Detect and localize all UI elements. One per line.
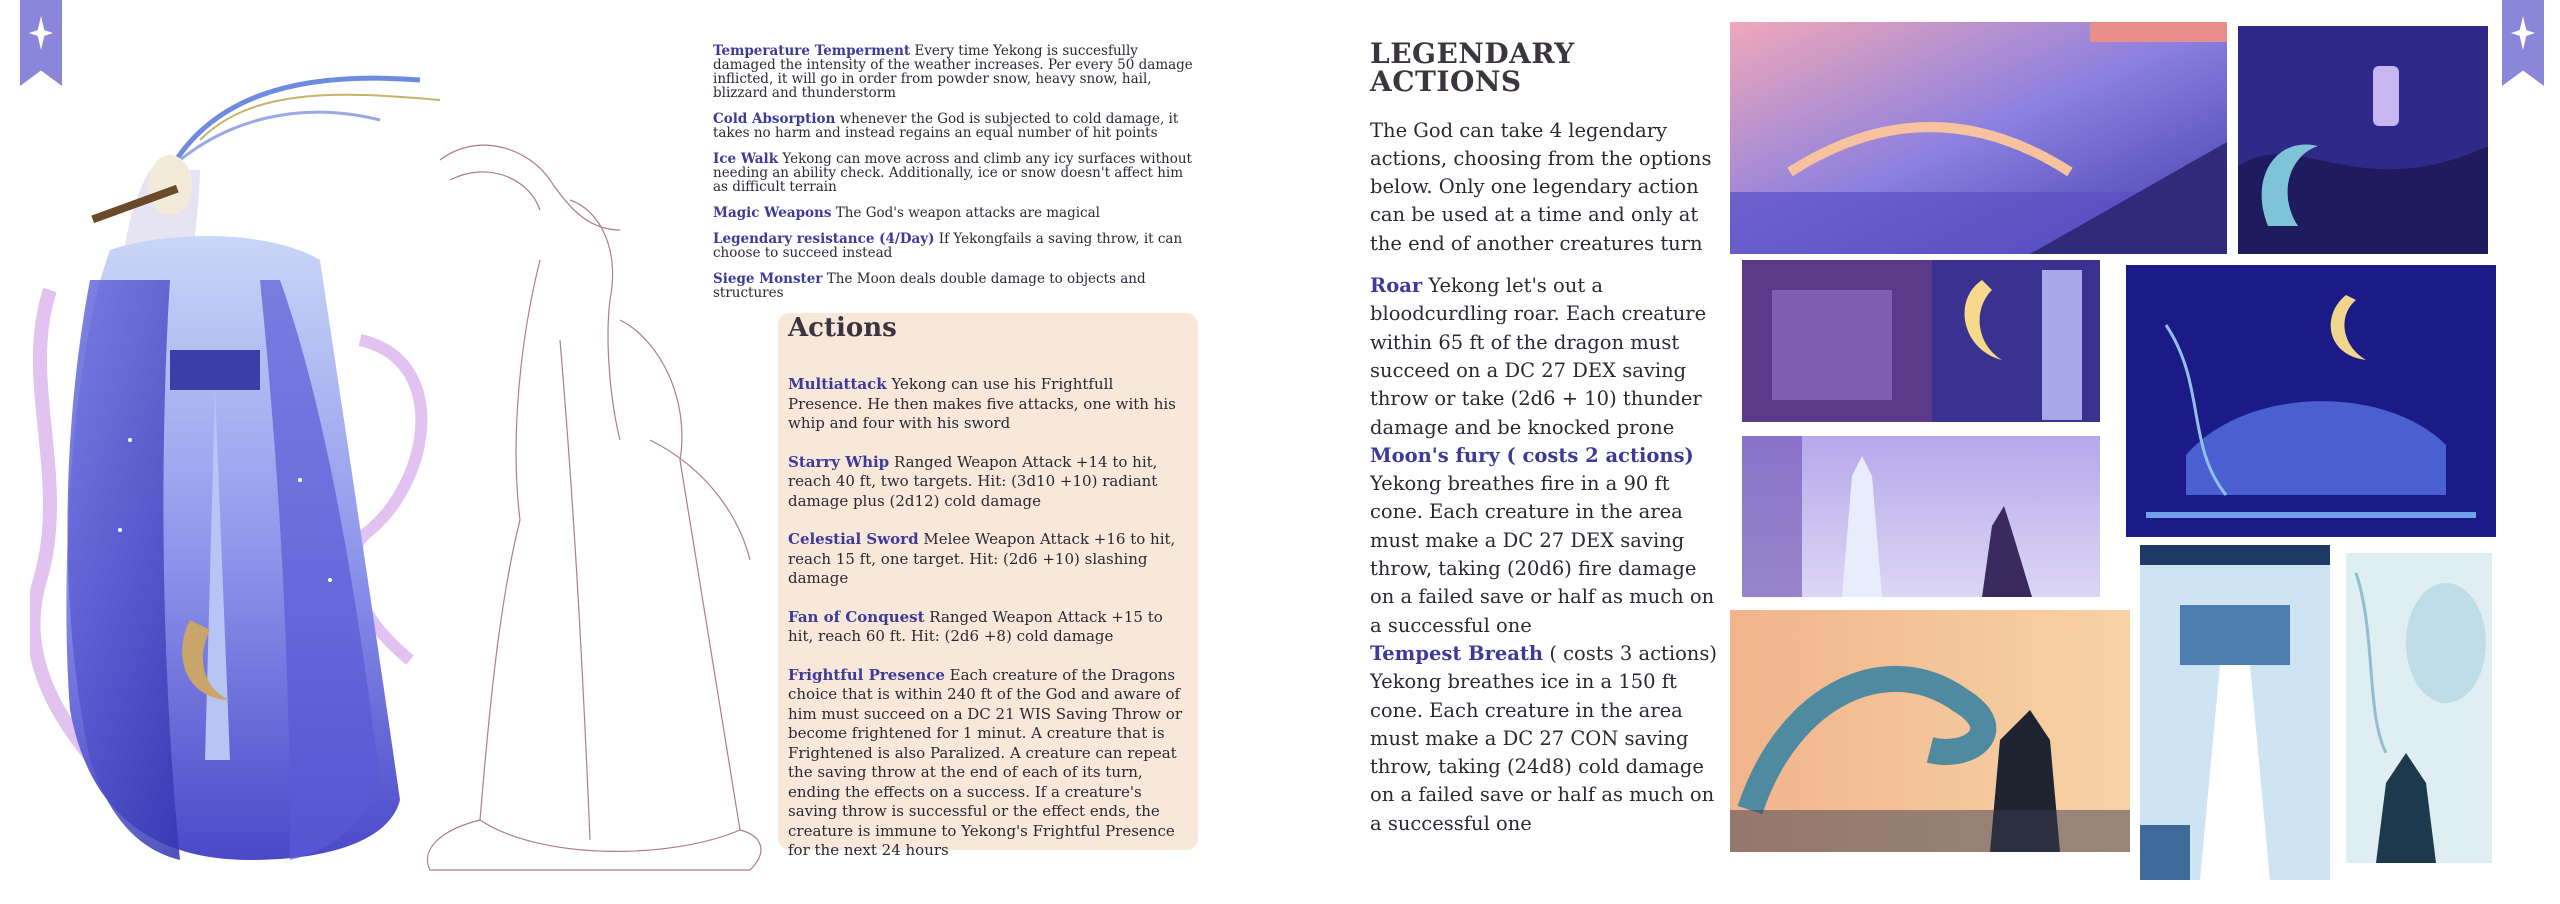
action-item	[788, 453, 1188, 512]
legendary-text: Yekong let's out a bloodcurdling roar. Each creature within 65 ft of the dragon must succeed on a DC 27 DEX saving throw or take (2d6 + 10) thunder damage and be knocked prone	[1370, 274, 1707, 439]
legendary-item	[1370, 442, 1720, 640]
stairs-painting	[2140, 545, 2330, 880]
sleeping-god-painting	[2126, 265, 2496, 537]
legendary-item	[1370, 272, 1720, 442]
trait-item	[713, 152, 1193, 194]
traits-list	[713, 44, 1193, 312]
trait-text: If Yekongfails a saving throw, it can choose to succeed instead	[713, 231, 1183, 261]
palace-moon-painting	[1742, 260, 2100, 422]
legendary-name: Tempest Breath	[1370, 641, 1544, 665]
trait-text: whenever the God is subjected to cold damage, it takes no harm and instead regains an equal number of hit points	[713, 111, 1179, 141]
tower-fox-painting	[1742, 436, 2100, 597]
action-item	[788, 530, 1188, 589]
trait-name: Temperature Temperment	[713, 43, 911, 59]
action-name: Frightful Presence	[788, 665, 945, 684]
sparkle-icon	[29, 16, 53, 50]
action-item	[788, 375, 1188, 434]
action-text: Each creature of the Dragons choice that is within 240 ft of the God and aware of him must succeed on a DC 21 WIS Saving Throw or become frightened for 1 minut. A creature that is Frightened is also Paralized. A creature can repeat the saving throw at the end of each of its turn, ending the effects on a success. If a creature's saving throw is successful or the effect ends, the creature is immune to Yekong's Frightful Presence for the next 24 hours	[788, 665, 1182, 859]
legendary-text: ( costs 3 actions) Yekong breathes ice in a 150 ft cone. Each creature in the area must make a DC 27 CON saving throw, taking (24d8) cold damage on a failed save or half as much on a successful one	[1370, 641, 1717, 835]
action-item	[788, 666, 1188, 861]
sparkle-icon	[2511, 16, 2535, 50]
actions-title: Actions	[788, 313, 897, 343]
action-name: Starry Whip	[788, 452, 890, 471]
legendary-title: LEGENDARY ACTIONS	[1370, 37, 1575, 99]
trait-text: The Moon deals double damage to objects and structures	[713, 271, 1146, 301]
trait-name: Siege Monster	[713, 271, 823, 287]
action-text: Ranged Weapon Attack +15 to hit, reach 60 ft. Hit: (2d6 +8) cold damage	[788, 607, 1163, 645]
action-item	[788, 608, 1188, 647]
actions-list	[788, 375, 1188, 880]
legendary-text: Yekong breathes fire in a 90 ft cone. Each creature in the area must make a DC 27 DEX saving throw, taking (20d6) fire damage on a failed save or half as much on a successful one	[1370, 472, 1715, 637]
dragon-painting	[1730, 610, 2130, 852]
trait-text: Yekong can move across and climb any icy surfaces without needing an ability check. Additionally, ice or snow doesn't affect him as difficult terrain	[713, 151, 1192, 195]
action-name: Fan of Conquest	[788, 607, 925, 626]
trait-name: Legendary resistance (4/Day)	[713, 231, 935, 247]
legendary-name: Roar	[1370, 274, 1423, 298]
legendary-actions	[1370, 37, 1720, 838]
portrait-pagoda-painting	[2346, 553, 2492, 863]
trait-text: The God's weapon attacks are magical	[831, 205, 1100, 221]
legendary-name: Moon's fury ( costs 2 actions)	[1370, 443, 1694, 467]
action-name: Celestial Sword	[788, 530, 919, 548]
action-text: Melee Weapon Attack +16 to hit, reach 15 ft, one target. Hit: (2d6 +10) slashing damage	[788, 530, 1176, 587]
trait-item	[713, 272, 1193, 300]
action-text: Ranged Weapon Attack +14 to hit, reach 40 ft, two targets. Hit: (3d10 +10) radiant damage plus (2d12) cold damage	[788, 452, 1158, 510]
lantern-painting	[2238, 26, 2488, 254]
trait-name: Magic Weapons	[713, 205, 832, 221]
action-text: Yekong can use his Frightfull Presence. He then makes five attacks, one with his whip and four with his sword	[788, 375, 1176, 432]
legendary-intro: The God can take 4 legendary actions, choosing from the options below. Only one legendary action can be used at a time and only at the end of another creatures turn	[1370, 118, 1712, 255]
character-illustration	[30, 60, 460, 880]
trait-item	[713, 232, 1193, 260]
trait-item	[713, 206, 1193, 220]
trait-text: Every time Yekong is succesfully damaged the intensity of the weather increases. Per every 50 damage inflicted, it will go in order from powder snow, heavy snow, hail, blizzard and thunderstorm	[713, 43, 1193, 101]
bookmark-right	[2502, 0, 2544, 86]
action-name: Multiattack	[788, 375, 887, 393]
trait-name: Cold Absorption	[713, 111, 836, 127]
legendary-item	[1370, 640, 1720, 838]
trait-name: Ice Walk	[713, 151, 779, 167]
actions-box	[778, 313, 1198, 859]
bridge-painting	[1730, 22, 2227, 254]
trait-item	[713, 44, 1193, 100]
trait-item	[713, 112, 1193, 140]
